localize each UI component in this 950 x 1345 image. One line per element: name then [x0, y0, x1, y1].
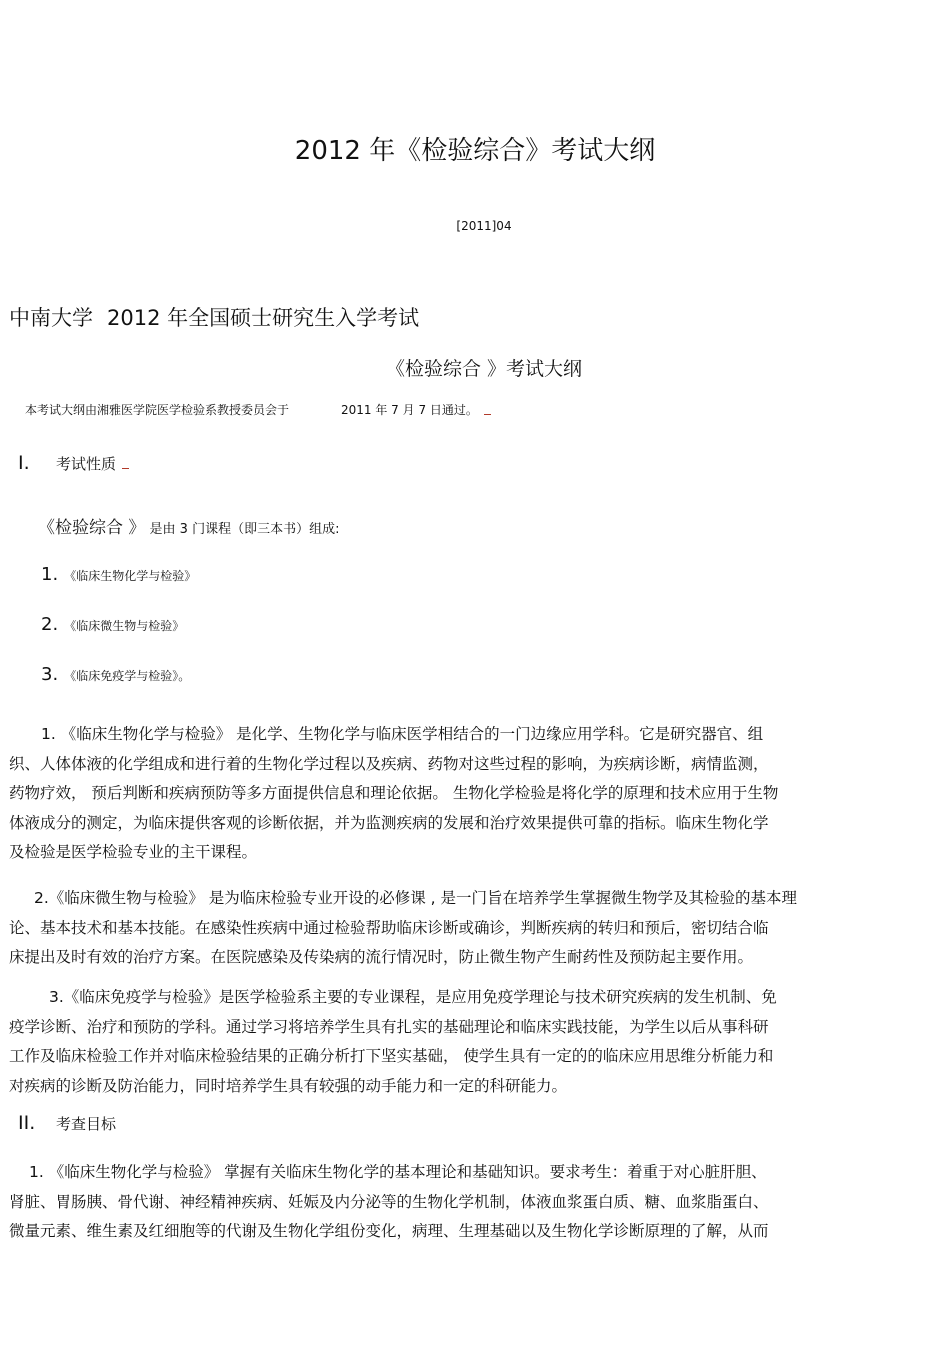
intro-line [38, 513, 339, 538]
paragraph-line: 1. 《临床生物化学与检验》 是化学、生物化学与临床医学相结合的一门边缘应用学科。它是研究器官、组 [41, 725, 764, 743]
paragraph-immunology [9, 983, 921, 1101]
section-label: 考查目标 [56, 1115, 117, 1133]
list-item [41, 564, 196, 585]
intro-lead: 《检验综合 》 [38, 518, 146, 538]
paragraph-line: 工作及临床检验工作并对临床检验结果的正确分析打下坚实基础， 使学生具有一定的的临床应用思维分析能力和 [9, 1047, 774, 1065]
paragraph-line: 及检验是医学检验专业的主干课程。 [9, 843, 258, 861]
paragraph-biochemistry [9, 720, 921, 868]
list-text: 《临床生物化学与检验》 [64, 569, 197, 583]
document-code: [2011]04 [456, 219, 512, 233]
document-title: 2012 年《检验综合》考试大纲 [294, 136, 656, 166]
approval-prefix: 本考试大纲由湘雅医学院医学检验系教授委员会于 [25, 403, 290, 417]
approval-note [25, 401, 491, 418]
list-text: 《临床免疫学与检验》。 [64, 669, 191, 683]
document-subtitle: 《检验综合 》考试大纲 [385, 358, 583, 380]
intro-rest: 是由 3 门课程（即三本书）组成: [145, 522, 340, 537]
exam-heading [9, 302, 419, 332]
paragraph-objectives-biochemistry [9, 1158, 921, 1247]
paragraph-line: 论、基本技术和基本技能。在感染性疾病中通过检验帮助临床诊断或确诊，判断疾病的转归和预后，密切结合临 [9, 918, 769, 937]
paragraph-line: 1. 《临床生物化学与检验》 掌握有关临床生物化学的基本理论和基础知识。要求考生：着重于对心脏肝胆、 [29, 1163, 767, 1181]
section-heading-nature [18, 452, 129, 474]
edit-mark [484, 406, 491, 415]
section-number: I. [18, 452, 30, 474]
list-item [41, 614, 184, 635]
paragraph-line: 肾脏、胃肠胰、骨代谢、神经精神疾病、妊娠及内分泌等的生物化学机制，体液血浆蛋白质、糖、血浆脂蛋白、 [9, 1192, 769, 1211]
paragraph-line: 2.《临床微生物与检验》 是为临床检验专业开设的必修课 , 是一门旨在培养学生掌握微生物学及其检验的基本理 [34, 889, 798, 907]
edit-mark [122, 460, 129, 469]
exam-name: 2012 年全国硕士研究生入学考试 [107, 306, 420, 330]
section-number: II. [18, 1112, 36, 1134]
list-number: 1. [41, 564, 59, 585]
section-heading-objectives [18, 1112, 116, 1134]
paragraph-line: 织、人体体液的化学组成和进行着的生物化学过程以及疾病、药物对这些过程的影响，为疾病诊断，病情监测， [9, 754, 769, 773]
list-text: 《临床微生物与检验》 [64, 619, 185, 633]
list-number: 3. [41, 664, 59, 685]
approval-date: 2011 年 7 月 7 日通过。 [341, 403, 478, 417]
paragraph-microbiology [9, 884, 921, 973]
list-item [41, 664, 190, 685]
paragraph-line: 药物疗效， 预后判断和疾病预防等多方面提供信息和理论依据。 生物化学检验是将化学的原理和技术应用于生物 [9, 784, 779, 802]
paragraph-line: 床提出及时有效的治疗方案。在医院感染及传染病的流行情况时，防止微生物产生耐药性及预防起主要作用。 [9, 948, 754, 966]
paragraph-line: 对疾病的诊断及防治能力，同时培养学生具有较强的动手能力和一定的科研能力。 [9, 1076, 568, 1095]
list-number: 2. [41, 614, 59, 635]
section-label: 考试性质 [56, 455, 117, 473]
paragraph-line: 体液成分的测定，为临床提供客观的诊断依据，并为监测疾病的发展和治疗效果提供可靠的指标。临床生物化学 [9, 813, 769, 832]
university-name: 中南大学 [9, 306, 93, 330]
paragraph-line: 疫学诊断、治疗和预防的学科。通过学习将培养学生具有扎实的基础理论和临床实践技能，为学生以后从事科研 [9, 1017, 769, 1036]
paragraph-line: 3.《临床免疫学与检验》是医学检验系主要的专业课程，是应用免疫学理论与技术研究疾病的发生机制、免 [49, 988, 777, 1006]
paragraph-line: 微量元素、维生素及红细胞等的代谢及生物化学组份变化，病理、生理基础以及生物化学诊断原理的了解，从而 [9, 1222, 769, 1240]
